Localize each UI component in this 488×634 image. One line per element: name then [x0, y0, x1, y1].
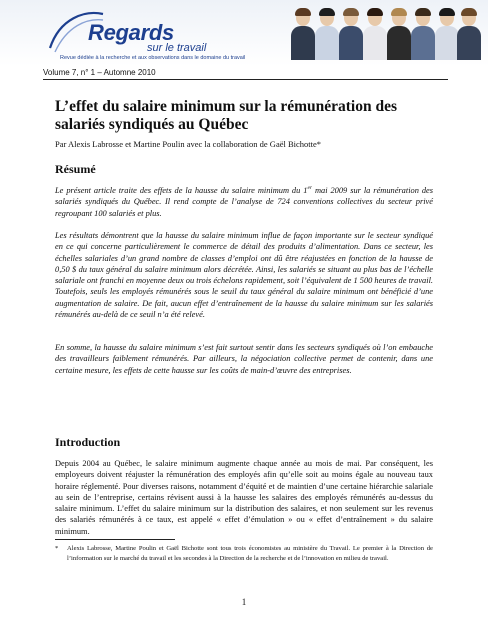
person-figure	[314, 4, 340, 60]
journal-banner	[0, 0, 488, 66]
resume-paragraph: Le présent article traite des effets de la hausse du salaire minimum du 1er mai 2009 sur la rémunération des salariés syndiqués du Québec. Il rend compte de l’analyse de 724 conventions collectives du secteur privé regroupant 100 salariés et plus.	[55, 185, 434, 218]
footnote-mark: *	[55, 545, 59, 552]
workers-photo-strip	[290, 4, 482, 60]
resume-paragraph: Les résultats démontrent que la hausse du salaire minimum influe de façon importante sur le secteur syndiqué en ce qui concerne particulièrement le commerce de détail des produits d’alimentation. Dans ce secteur, les échelles salariales d’un grand nombre de classes d’emploi ont dû être réajustées en fonction de la hausse de 0,50 $ du taux général du salaire minimum alors décrétée. Ainsi, les salariés se situant au plus bas de l’échelle salariale ont franchi en moyenne deux ou trois échelons rapidement, soit l’équivalent de 1 500 heures de travail. Toutefois, seuls les employés rémunérés sous le seuil du taux général du salaire minimum ont bénéficié d’une augmentation de salaire. De fait, aucun effet d’entraînement de la hausse du salaire minimum sur les salariés rémunérés au-delà de ce seuil n’a été relevé.	[55, 231, 433, 320]
logo-title: Regards	[88, 20, 174, 45]
article-title: L’effet du salaire minimum sur la rémunération des salariés syndiqués au Québec	[55, 98, 397, 133]
person-figure	[362, 4, 388, 60]
resume-paragraph: En somme, la hausse du salaire minimum s’est fait surtout sentir dans les secteurs syndiqués où l’on embauche des travailleurs faiblement rémunérés. Par ailleurs, la négociation collective permet de contenir, dans une certaine mesure, les effets de cette hausse sur les coûts de main-d’œuvre des entreprises.	[55, 343, 433, 375]
person-figure	[338, 4, 364, 60]
footnote-divider	[55, 539, 175, 540]
logo-subtitle: sur le travail	[147, 42, 207, 54]
resume-heading: Résumé	[55, 162, 96, 176]
person-figure	[456, 4, 482, 60]
person-figure	[290, 4, 316, 60]
footnote	[55, 544, 433, 563]
person-figure	[386, 4, 412, 60]
header-divider	[43, 79, 448, 80]
article-authors: Par Alexis Labrosse et Martine Poulin avec la collaboration de Gaël Bichotte*	[55, 139, 322, 149]
issue-info: Volume 7, n° 1 – Automne 2010	[43, 68, 156, 77]
person-figure	[410, 4, 436, 60]
introduction-paragraph: Depuis 2004 au Québec, le salaire minimum augmente chaque année au mois de mai. Par conséquent, les employeurs doivent réajuster la rémunération des employés afin qu’elle soit au moins égale au nouveau taux horaire réglementé. Pour diverses raisons, notamment d’équité et de maintien d’une certaine hiérarchie salariale au sein de l’entreprise, certains révisent aussi à la hausse les salaires des employés rémunérés au-dessus du salaire minimum. L’effet du salaire minimum sur la distribution des salaires, et non seulement sur les revenus des salariés rémunérés à ce taux, est appelé « effet d’émulation » ou « effet d’entraînement » du salaire minimum.	[55, 459, 433, 536]
logo-tagline: Revue dédiée à la recherche et aux observations dans le domaine du travail	[60, 55, 246, 61]
footnote-text: Alexis Labrosse, Martine Poulin et Gaël Bichotte sont tous trois économistes au ministère du Travail. Le premier à la Direction de l’information sur le marché du travail et les secondes à la Direction de la recherche et de l’innovation en milieu de travail.	[67, 545, 433, 562]
page-number: 1	[241, 597, 247, 607]
introduction-heading: Introduction	[55, 435, 121, 449]
